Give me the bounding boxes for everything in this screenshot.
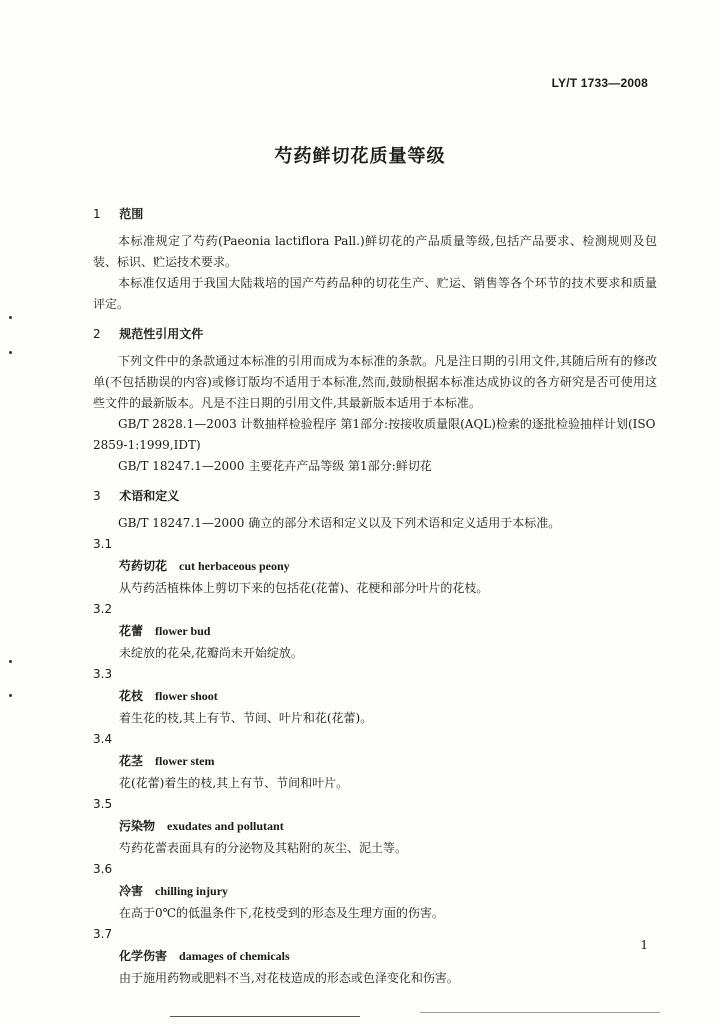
term-chinese: 污染物 [119,819,156,833]
standard-code: LY/T 1733—2008 [551,76,648,90]
term-english: exudates and pollutant [167,819,284,833]
term-definition: 在高于0℃的低温条件下,花枝受到的形态及生理方面的伤害。 [119,906,444,920]
paragraph: 本标准仅适用于我国大陆栽培的国产芍药品种的切花生产、贮运、销售等各个环节的技术要求和质量评定。 [93,276,657,311]
section-number: 1 [93,207,101,221]
term-entry [93,924,657,989]
term-chinese: 花蕾 [119,624,144,638]
term-chinese: 冷害 [119,884,144,898]
term-chinese: 花枝 [119,689,144,703]
normative-reference: GB/T 18247.1—2000 主要花卉产品等级 第1部分:鲜切花 [118,459,432,473]
term-entry [93,664,657,729]
term-definition: 未绽放的花朵,花瓣尚未开始绽放。 [119,646,303,660]
term-definition: 芍药花蕾表面具有的分泌物及其粘附的灰尘、泥土等。 [119,841,408,855]
paragraph: GB/T 18247.1—2000 确立的部分术语和定义以及下列术语和定义适用于本标准。 [118,516,561,530]
term-number: 3.7 [93,927,113,941]
term-definition: 由于施用药物或肥料不当,对花枝造成的形态或色泽变化和伤害。 [119,971,459,985]
document-title: 芍药鲜切花质量等级 [274,146,446,167]
term-number: 3.6 [93,862,113,876]
section-title: 范围 [119,207,144,221]
term-chinese: 花茎 [119,754,144,768]
page-number: 1 [640,938,648,952]
section-number: 2 [93,327,101,341]
term-definition: 着生花的枝,其上有节、节间、叶片和花(花蕾)。 [119,711,373,725]
document-body [93,203,657,989]
section-heading [93,323,657,345]
term-english: flower shoot [155,689,218,703]
term-entry [93,534,657,599]
term-entry [93,729,657,794]
paragraph: 本标准规定了芍药(Paeonia lactiflora Pall.)鲜切花的产品质量等级,包括产品要求、检测规则及包装、标识、贮运技术要求。 [93,234,657,269]
term-number: 3.2 [93,602,113,616]
section-heading [93,203,657,225]
scan-edge-line [420,1012,660,1013]
section-number: 3 [93,489,101,503]
scan-speck [9,316,12,319]
scan-speck [9,694,12,697]
normative-reference: GB/T 2828.1—2003 计数抽样检验程序 第1部分:按接收质量限(AQL)检索的逐批检验抽样计划(ISO 2859-1:1999,IDT) [93,417,656,452]
term-number: 3.3 [93,667,113,681]
section-heading [93,485,657,507]
term-chinese: 芍药切花 [119,559,168,573]
term-number: 3.4 [93,732,113,746]
term-number: 3.5 [93,797,113,811]
section-title: 规范性引用文件 [119,327,204,341]
term-entry [93,859,657,924]
section-title: 术语和定义 [119,489,180,503]
term-definition: 从芍药活植株体上剪切下来的包括花(花蕾)、花梗和部分叶片的花枝。 [119,581,489,595]
term-definition: 花(花蕾)着生的枝,其上有节、节间和叶片。 [119,776,349,790]
scan-speck [9,351,12,354]
scan-speck [9,660,12,663]
term-english: chilling injury [155,884,229,898]
term-english: cut herbaceous peony [179,559,290,573]
term-number: 3.1 [93,537,113,551]
term-chinese: 化学伤害 [119,949,168,963]
term-entry [93,599,657,664]
term-english: flower stem [155,754,215,768]
term-entry [93,794,657,859]
paragraph: 下列文件中的条款通过本标准的引用而成为本标准的条款。凡是注日期的引用文件,其随后所有的修改单(不包括勘误的内容)或修订版均不适用于本标准,然而,鼓励根据本标准达成协议的各方研究是否可使用这些文件的最新版本。凡是不注日期的引用文件,其最新版本适用于本标准。 [93,354,657,410]
scan-edge-line [170,1016,360,1017]
term-english: damages of chemicals [179,949,290,963]
term-english: flower bud [155,624,211,638]
